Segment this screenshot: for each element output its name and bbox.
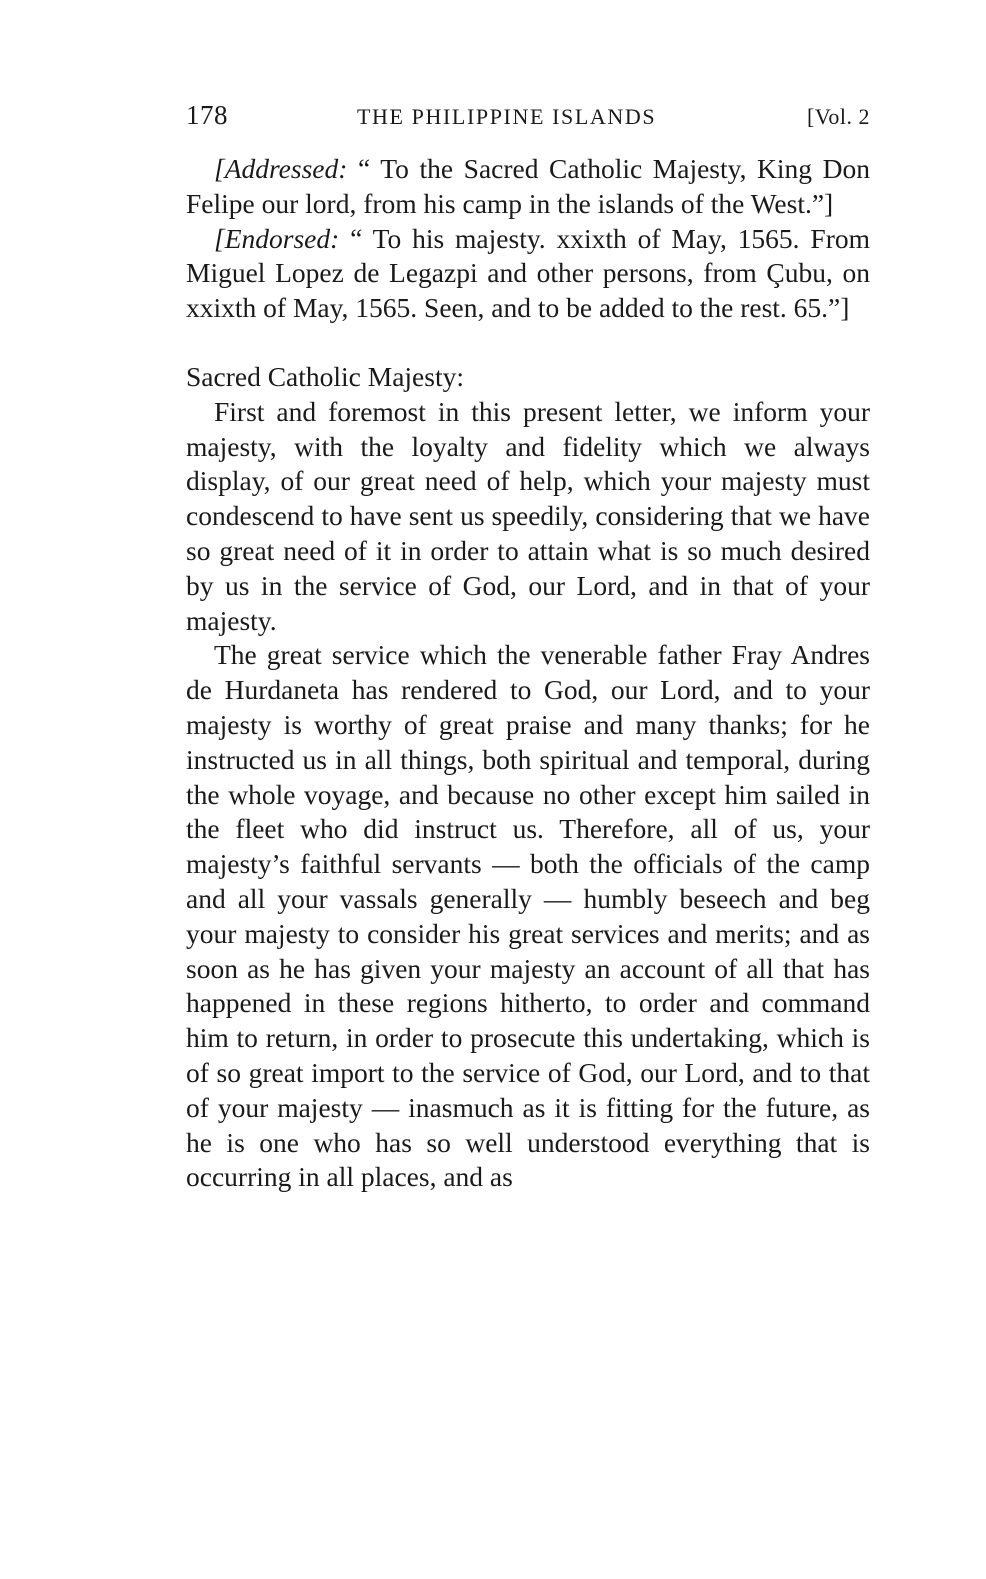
body-paragraph-1: First and foremost in this present letter, we inform your majesty, with the loyalty and fidelity which we always display, of our great need of help, which your majesty must condescend to have sent us speedily, considering that we have so great need of it in order to attain what is so much desired by us in the service of God, our Lord, and in that of your majesty.: [186, 395, 870, 636]
addressed-paragraph: [186, 152, 870, 222]
endorsed-text: “ To his majesty. xxixth of May, 1565. From Miguel Lopez de Legazpi and other persons, from Çubu, on xxixth of May, 1565. Seen, and to be added to the rest. 65.”]: [186, 222, 870, 324]
addressed-label: [Addressed:: [214, 153, 348, 184]
addressed-note: [186, 152, 870, 222]
letter-body: [186, 360, 870, 1195]
salutation: Sacred Catholic Majesty:: [186, 360, 464, 392]
running-head: [186, 100, 870, 140]
page-number: 178: [186, 100, 228, 130]
endorsed-paragraph: [186, 222, 870, 326]
volume-label: [Vol. 2: [807, 104, 870, 129]
endorsed-label: [Endorsed:: [214, 222, 340, 254]
running-head-title: THE PHILIPPINE ISLANDS: [357, 104, 657, 129]
body-paragraph-2: The great service which the venerable father Fray Andres de Hurdaneta has rendered to God, our Lord, and to your majesty is worthy of great praise and many thanks; for he instructed us in all things, both spiritual and temporal, during the whole voyage, and because no other except him sailed in the fleet who did instruct us. Therefore, all of us, your majesty’s faithful servants — both the officials of the camp and all your vassals generally — humbly beseech and beg your majesty to consider his great services and merits; and as soon as he has given your majesty an account of all that has happened in these regions hitherto, to order and command him to return, in order to prosecute this undertaking, which is of so great import to the service of God, our Lord, and to that of your majesty — inasmuch as it is fitting for the future, as he is one who has so well understood everything that is occurring in all places, and as: [186, 639, 870, 1193]
endorsed-note: [186, 222, 870, 326]
book-page: [186, 100, 870, 1195]
addressed-text: “ To the Sacred Catholic Majesty, King Don Felipe our lord, from his camp in the islands of the West.”]: [186, 153, 870, 219]
